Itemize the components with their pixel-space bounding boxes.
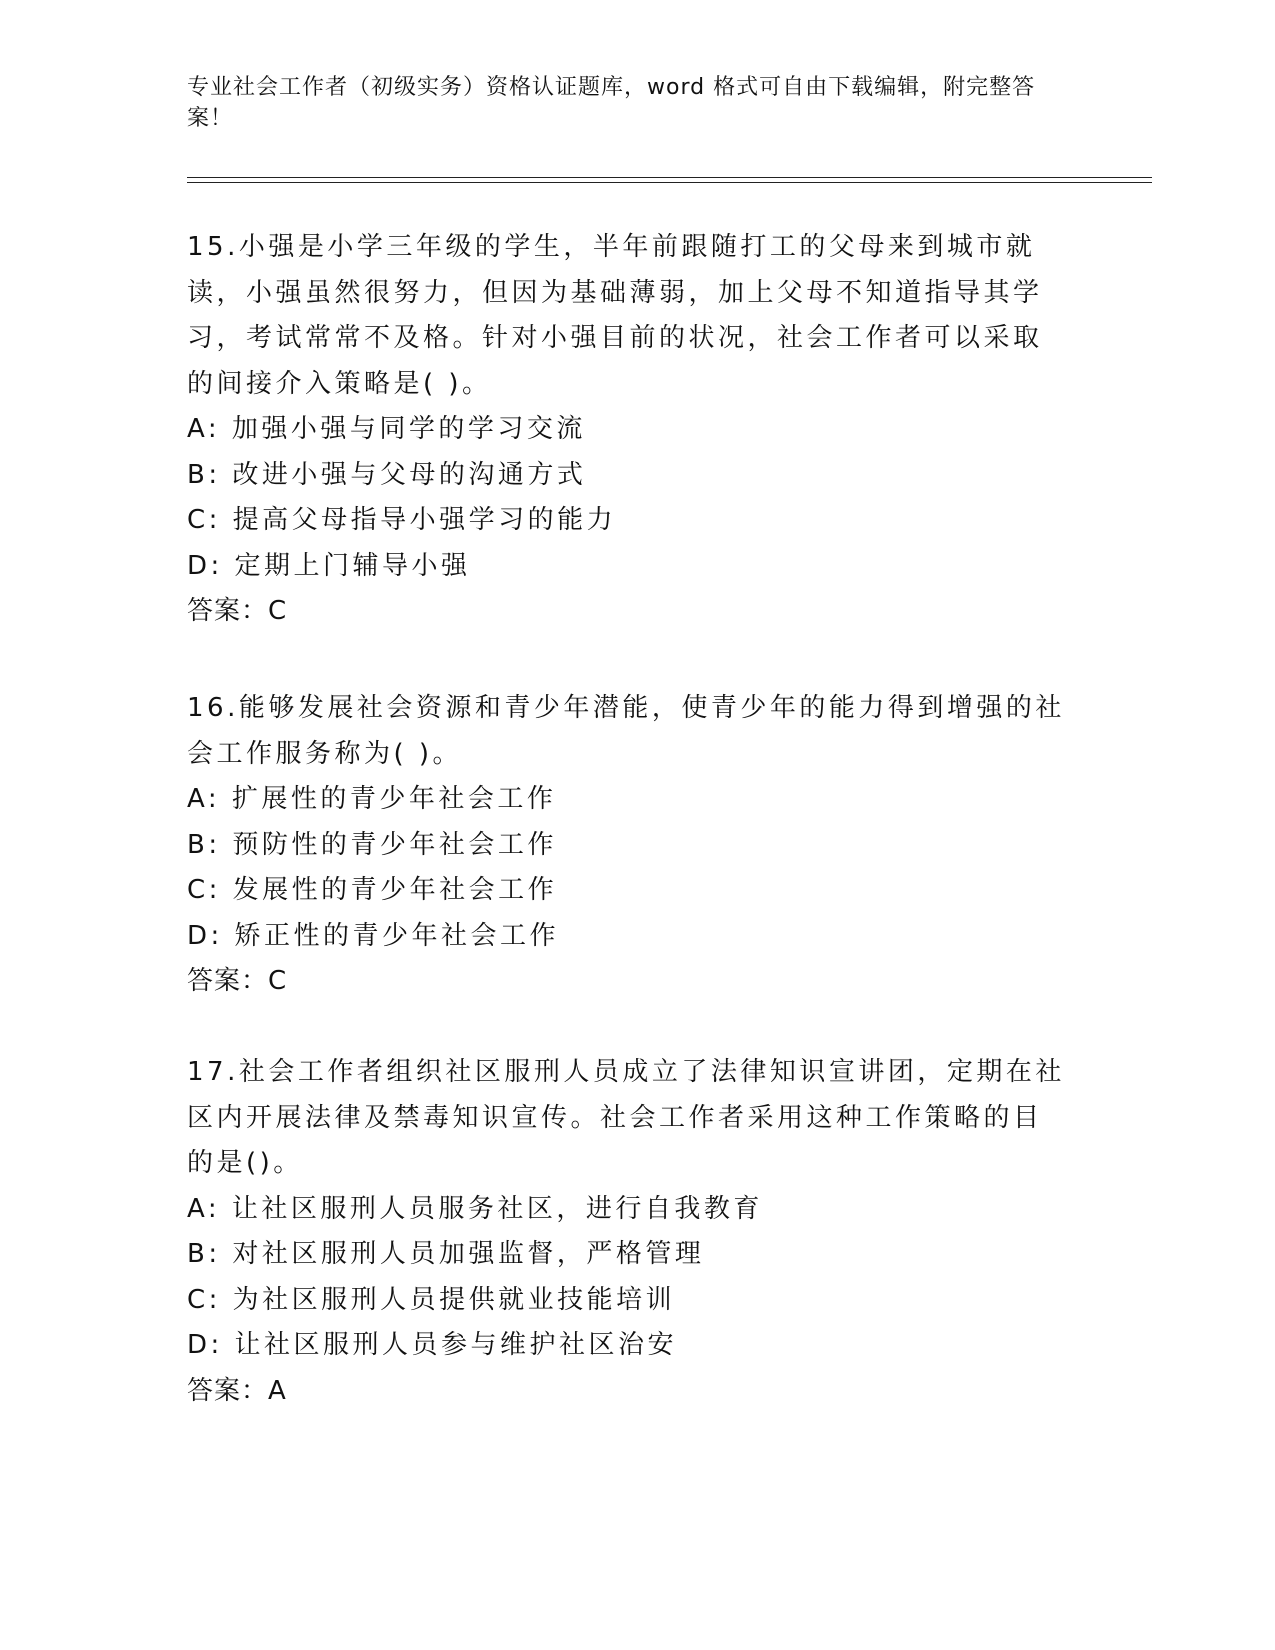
option-d: D: 矫正性的青少年社会工作 [187, 920, 560, 951]
header-rule-top [187, 177, 1152, 178]
option-a: A: 加强小强与同学的学习交流 [187, 414, 586, 444]
answer: 答案：C [187, 596, 288, 626]
header-rule-bottom [187, 182, 1152, 183]
question-16 [187, 686, 1067, 1005]
answer: 答案：C [187, 966, 288, 996]
option-c: C: 发展性的青少年社会工作 [187, 875, 558, 905]
question-17 [187, 1050, 1067, 1414]
question-15 [187, 225, 1067, 635]
option-c: C: 提高父母指导小强学习的能力 [187, 505, 617, 535]
question-stem: 15.小强是小学三年级的学生，半年前跟随打工的父母来到城市就读，小强虽然很努力，但因为基础薄弱，加上父母不知道指导其学习，考试常常不及格。针对小强目前的状况，社会工作者可以采取的间接介入策略是( )。 [187, 232, 1043, 399]
option-b: B: 预防性的青少年社会工作 [187, 829, 557, 860]
document-header: 专业社会工作者（初级实务）资格认证题库，word 格式可自由下载编辑，附完整答案！ [187, 75, 1036, 131]
option-b: B: 对社区服刑人员加强监督，严格管理 [187, 1239, 705, 1269]
option-b: B: 改进小强与父母的沟通方式 [187, 459, 587, 490]
answer: 答案：A [187, 1375, 287, 1406]
question-stem: 16.能够发展社会资源和青少年潜能，使青少年的能力得到增强的社会工作服务称为( )。 [187, 693, 1065, 769]
option-c: C: 为社区服刑人员提供就业技能培训 [187, 1284, 676, 1315]
question-stem: 17.社会工作者组织社区服刑人员成立了法律知识宣讲团，定期在社区内开展法律及禁毒知识宣传。社会工作者采用这种工作策略的目的是()。 [187, 1057, 1065, 1178]
option-d: D: 让社区服刑人员参与维护社区治安 [187, 1330, 678, 1360]
option-a: A: 让社区服刑人员服务社区，进行自我教育 [187, 1193, 763, 1224]
option-a: A: 扩展性的青少年社会工作 [187, 784, 557, 814]
option-d: D: 定期上门辅导小强 [187, 550, 471, 581]
